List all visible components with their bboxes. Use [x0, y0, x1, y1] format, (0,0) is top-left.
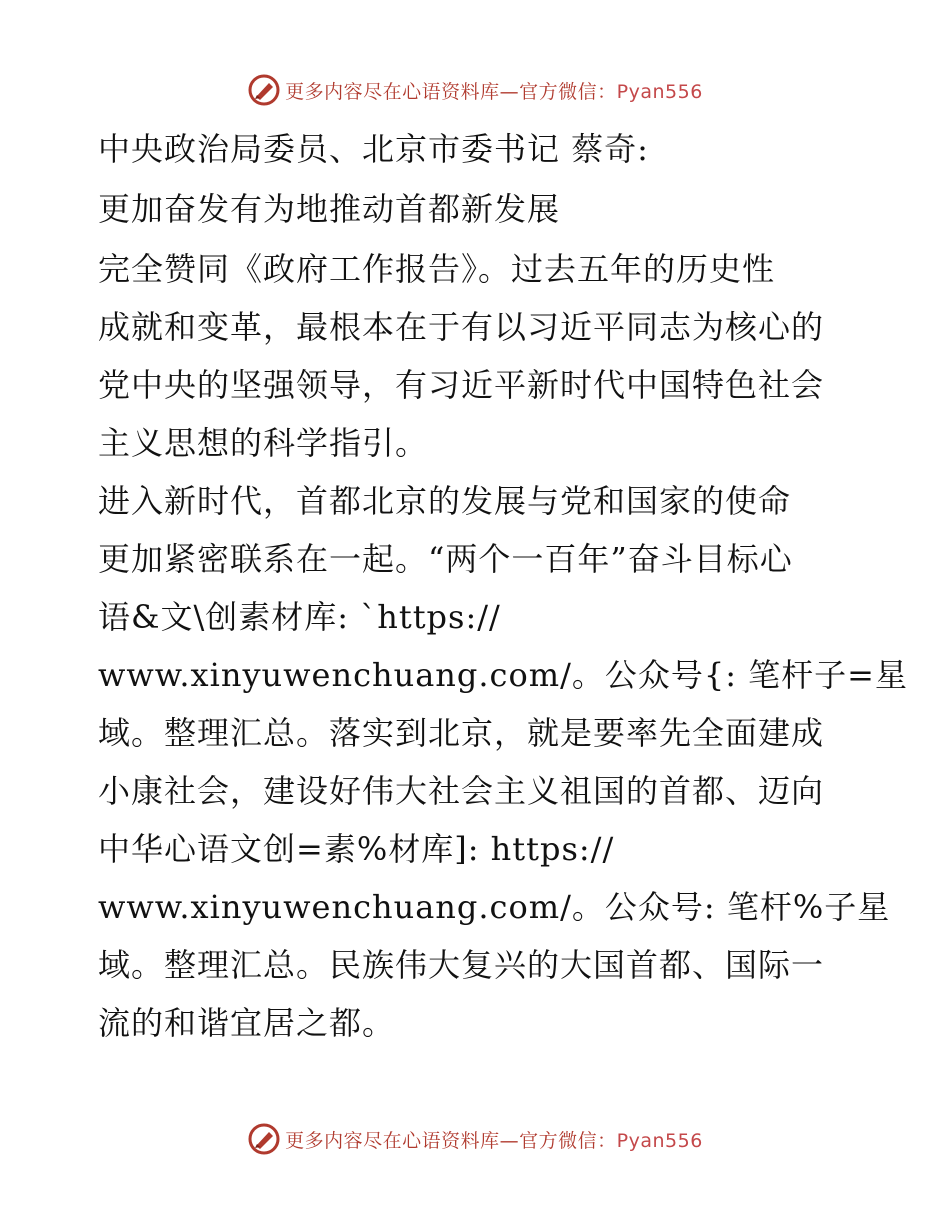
- article-line: 主义思想的科学指引。: [98, 424, 429, 462]
- article-line: 中央政治局委员、北京市委书记 蔡奇:: [98, 130, 649, 168]
- article-line: www.xinyuwenchuang.com/。公众号: 笔杆%子星: [98, 888, 891, 926]
- article-line: 中华心语文创=素%材库]: https://: [98, 830, 615, 868]
- header-banner: [0, 68, 950, 112]
- pen-logo-icon: [247, 73, 281, 107]
- article-line: 党中央的坚强领导，有习近平新时代中国特色社会: [98, 366, 825, 404]
- banner-text: 更多内容尽在心语资料库—官方微信：: [285, 1129, 617, 1152]
- article-line: 成就和变革，最根本在于有以习近平同志为核心的: [98, 308, 825, 346]
- article-line: www.xinyuwenchuang.com/。公众号{: 笔杆子=星: [98, 656, 908, 694]
- footer-banner: [0, 1117, 950, 1161]
- article-line: 完全赞同《政府工作报告》。过去五年的历史性: [98, 250, 776, 288]
- article-line: 域。整理汇总。民族伟大复兴的大国首都、国际一: [98, 946, 825, 984]
- article-line: 进入新时代，首都北京的发展与党和国家的使命: [98, 482, 792, 520]
- article-line: 小康社会，建设好伟大社会主义祖国的首都、迈向: [98, 772, 825, 810]
- article-line: 更加奋发有为地推动首都新发展: [98, 190, 561, 228]
- article-line: 语&文\创素材库: `https://: [98, 598, 501, 636]
- pen-logo-icon: [247, 1122, 281, 1156]
- article-line: 域。整理汇总。落实到北京，就是要率先全面建成: [98, 714, 825, 752]
- article-line: 更加紧密联系在一起。“两个一百年”奋斗目标心: [98, 540, 793, 578]
- wechat-id: Pyan556: [616, 1129, 703, 1152]
- article-line: 流的和谐宜居之都。: [98, 1004, 396, 1042]
- wechat-id: Pyan556: [616, 80, 703, 103]
- banner-text: 更多内容尽在心语资料库—官方微信：: [285, 80, 617, 103]
- article-body: [98, 120, 908, 1052]
